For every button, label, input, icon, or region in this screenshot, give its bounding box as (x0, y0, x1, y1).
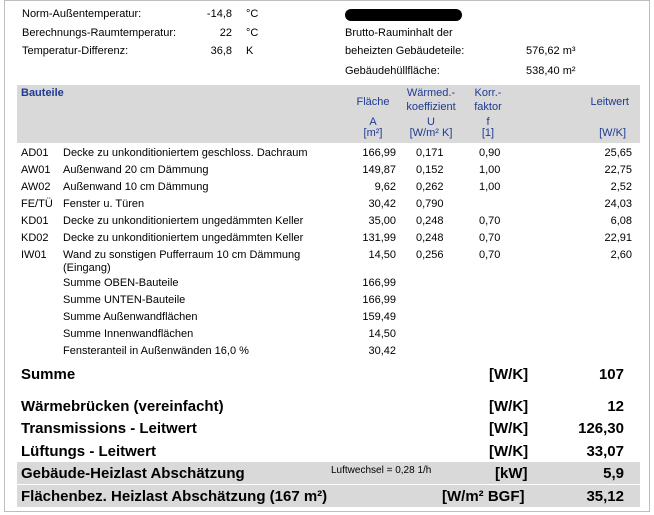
row-leitwert: 2,60 (610, 249, 632, 261)
sum-value: 30,42 (368, 345, 396, 357)
header-waerme: Wärmed.- (406, 87, 456, 99)
row-desc: Außenwand 10 cm Dämmung (63, 181, 209, 193)
row-code: AW02 (21, 181, 51, 193)
info-unit: °C (246, 8, 259, 20)
header-waerme: koeffizient (406, 101, 456, 113)
waermebruecken-unit: [W/K] (489, 398, 529, 415)
row-area: 149,87 (362, 164, 396, 176)
info-unit: °C (246, 27, 259, 39)
header-leitwert: Leitwert (590, 96, 629, 108)
header-waerme-sym: U (427, 116, 435, 128)
row-u: 0,248 (416, 215, 444, 227)
sum-label: Summe OBEN-Bauteile (63, 277, 179, 289)
row-u: 0,171 (416, 147, 444, 159)
info-right-value: 538,40 m² (526, 65, 576, 77)
row-u: 0,262 (416, 181, 444, 193)
waermebruecken-label: Wärmebrücken (vereinfacht) (21, 398, 224, 415)
lueftung-value: 33,07 (586, 443, 624, 460)
row-area: 131,99 (362, 232, 396, 244)
row-area: 30,42 (368, 198, 396, 210)
header-korr: faktor (474, 101, 502, 113)
row-f: 0,70 (479, 249, 501, 261)
waermebruecken-value: 12 (607, 398, 624, 415)
header-leitwert-unit: [W/K] (599, 127, 626, 139)
lueftung-unit: [W/K] (489, 443, 529, 460)
row-code: KD02 (21, 232, 49, 244)
row-leitwert: 24,03 (604, 198, 632, 210)
heizlast-label: Gebäude-Heizlast Abschätzung (21, 465, 245, 482)
sum-label: Summe Innenwandflächen (63, 328, 194, 340)
row-desc: Fenster u. Türen (63, 198, 145, 210)
row-desc: Decke zu unkonditioniertem ungedämmten Keller (63, 215, 304, 227)
sum-value: 166,99 (362, 277, 396, 289)
row-f: 0,70 (479, 215, 501, 227)
info-value: 36,8 (210, 45, 232, 57)
flaechenbez-label: Flächenbez. Heizlast Abschätzung (167 m²) (21, 488, 328, 505)
heizlast-value: 5,9 (603, 465, 624, 482)
flaechenbez-value: 35,12 (586, 488, 624, 505)
transmission-value: 126,30 (578, 420, 624, 437)
header-korr: Korr.- (474, 87, 502, 99)
header-flaeche: Fläche (356, 96, 390, 108)
row-u: 0,248 (416, 232, 444, 244)
row-leitwert: 22,91 (604, 232, 632, 244)
row-u: 0,256 (416, 249, 444, 261)
row-desc: Decke zu unkonditioniertem ungedämmten Keller (63, 232, 304, 244)
info-right-line1: Brutto-Rauminhalt der (345, 27, 453, 39)
header-waerme-unit: [W/m² K] (409, 127, 453, 139)
row-desc: Außenwand 20 cm Dämmung (63, 164, 209, 176)
row-area: 9,62 (374, 181, 396, 193)
row-code: AD01 (21, 147, 49, 159)
info-right-value: 576,62 m³ (526, 45, 576, 57)
header-bauteile: Bauteile (21, 87, 64, 99)
row-u: 0,152 (416, 164, 444, 176)
row-f: 1,00 (479, 181, 501, 193)
sum-value: 166,99 (362, 294, 396, 306)
summe-value: 107 (598, 366, 624, 383)
info-right-label: Gebäudehüllfläche: (345, 65, 440, 77)
header-korr-sym: f (486, 116, 490, 128)
table-header (17, 85, 640, 143)
summe-unit: [W/K] (489, 366, 529, 383)
info-unit: K (246, 45, 254, 57)
row-u: 0,790 (416, 198, 444, 210)
sum-value: 159,49 (362, 311, 396, 323)
sum-label: Summe UNTEN-Bauteile (63, 294, 186, 306)
info-label: Temperatur-Differenz: (22, 45, 129, 57)
redacted-name (345, 9, 462, 21)
row-f: 0,90 (479, 147, 501, 159)
header-flaeche-unit: [m²] (363, 127, 383, 139)
info-label: Berechnungs-Raumtemperatur: (22, 27, 177, 39)
info-label: Norm-Außentemperatur: (22, 8, 142, 20)
row-leitwert: 2,52 (610, 181, 632, 193)
row-code: KD01 (21, 215, 49, 227)
row-code: FE/TÜ (21, 198, 53, 210)
info-value: -14,8 (206, 8, 232, 20)
sum-value: 14,50 (368, 328, 396, 340)
heizlast-unit: [kW] (495, 465, 528, 482)
row-area: 14,50 (368, 249, 396, 261)
row-desc: Decke zu unkonditioniertem geschloss. Dachraum (63, 147, 308, 159)
luftwechsel-note: Luftwechsel = 0,28 1/h (331, 465, 432, 476)
flaechenbez-unit: [W/m² BGF] (442, 488, 525, 505)
header-flaeche-sym: A (369, 116, 377, 128)
row-code: AW01 (21, 164, 51, 176)
row-leitwert: 6,08 (610, 215, 632, 227)
row-area: 35,00 (368, 215, 396, 227)
row-area: 166,99 (362, 147, 396, 159)
info-value: 22 (219, 27, 232, 39)
header-korr-unit: [1] (481, 127, 495, 139)
sum-label: Fensteranteil in Außenwänden 16,0 % (63, 345, 249, 357)
row-leitwert: 25,65 (604, 147, 632, 159)
lueftung-label: Lüftungs - Leitwert (21, 443, 156, 460)
summe-label: Summe (21, 366, 76, 383)
sum-label: Summe Außenwandflächen (63, 311, 198, 323)
row-desc-cont: (Eingang) (63, 262, 111, 274)
transmission-unit: [W/K] (489, 420, 529, 437)
row-desc: Wand zu sonstigen Pufferraum 10 cm Dämmung (63, 249, 301, 261)
transmission-label: Transmissions - Leitwert (21, 420, 197, 437)
info-right-label: beheizten Gebäudeteile: (345, 45, 465, 57)
row-f: 1,00 (479, 164, 501, 176)
row-leitwert: 22,75 (604, 164, 632, 176)
row-f: 0,70 (479, 232, 501, 244)
row-code: IW01 (21, 249, 47, 261)
